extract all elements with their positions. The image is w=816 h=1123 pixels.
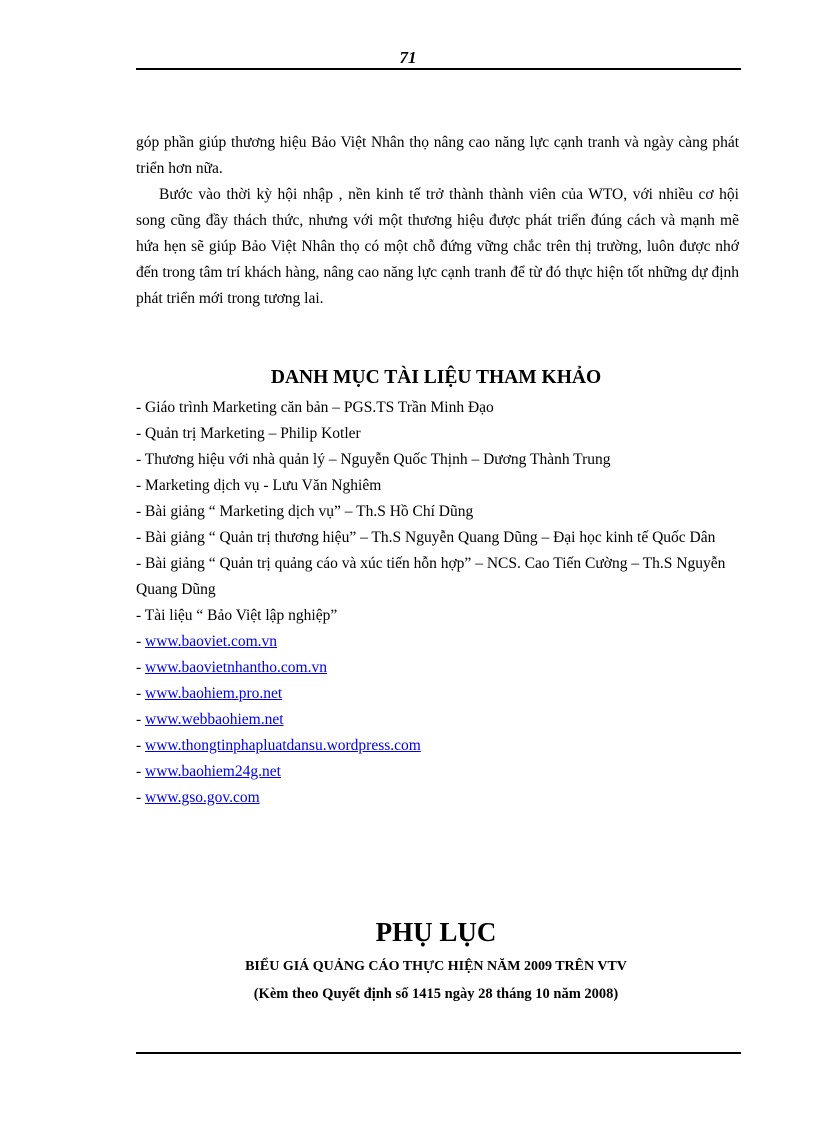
reference-link-item <box>136 785 739 811</box>
reference-item: - Bài giảng “ Quản trị quảng cáo và xúc tiến hỗn hợp” – NCS. Cao Tiến Cường – Th.S Nguyễn Quang Dũng <box>136 555 726 598</box>
reference-item: - Quản trị Marketing – Philip Kotler <box>136 425 361 442</box>
link-prefix: - <box>136 685 146 702</box>
reference-link-item <box>136 759 739 785</box>
reference-item: - Giáo trình Marketing căn bản – PGS.TS Trần Minh Đạo <box>136 399 494 416</box>
reference-link[interactable]: www.baovietnhantho.com.vn <box>145 659 327 676</box>
link-prefix: - <box>136 633 146 650</box>
link-prefix: - <box>136 763 146 780</box>
appendix-subtitle: BIỂU GIÁ QUẢNG CÁO THỰC HIỆN NĂM 2009 TRÊN VTV <box>245 959 627 974</box>
reference-item: - Tài liệu “ Bảo Việt lập nghiệp” <box>136 607 338 624</box>
reference-link[interactable]: www.thongtinphapluatdansu.wordpress.com <box>145 737 421 754</box>
page-number: 71 <box>399 48 417 67</box>
reference-link-item <box>136 733 739 759</box>
reference-item: - Thương hiệu với nhà quản lý – Nguyễn Quốc Thịnh – Dương Thành Trung <box>136 451 611 468</box>
appendix-title: PHỤ LỤC <box>375 917 497 947</box>
paragraph: Bước vào thời kỳ hội nhập , nền kinh tế trở thành thành viên của WTO, với nhiều cơ hội song cũng đầy thách thức, nhưng với một thương hiệu được phát triển đúng cách và mạnh mẽ hứa hẹn sẽ giúp Bảo Việt Nhân thọ có một chỗ đứng vững chắc trên thị trường, luôn được nhớ đến trong tâm trí khách hàng, nâng cao năng lực cạnh tranh để từ đó thực hiện tốt những dự định phát triển mới trong tương lai. <box>136 186 739 307</box>
reference-link[interactable]: www.baoviet.com.vn <box>145 633 278 650</box>
footer-rule <box>136 1052 741 1054</box>
reference-item: - Marketing dịch vụ - Lưu Văn Nghiêm <box>136 477 382 494</box>
reference-link[interactable]: www.gso.gov.com <box>145 789 260 806</box>
reference-link-item <box>136 681 739 707</box>
body-text <box>136 130 739 312</box>
link-prefix: - <box>136 737 146 754</box>
paragraph: góp phần giúp thương hiệu Bảo Việt Nhân thọ nâng cao năng lực cạnh tranh và ngày càng phát triển hơn nữa. <box>136 134 739 177</box>
link-prefix: - <box>136 711 146 728</box>
link-prefix: - <box>136 789 146 806</box>
appendix-note: (Kèm theo Quyết định số 1415 ngày 28 tháng 10 năm 2008) <box>253 986 619 1002</box>
header-rule <box>136 68 741 70</box>
reference-link[interactable]: www.webbaohiem.net <box>145 711 284 728</box>
reference-item: - Bài giảng “ Quản trị thương hiệu” – Th.S Nguyễn Quang Dũng – Đại học kinh tế Quốc Dân <box>136 529 716 546</box>
reference-link[interactable]: www.baohiem24g.net <box>145 763 281 780</box>
link-prefix: - <box>136 659 146 676</box>
reference-link-item <box>136 655 739 681</box>
reference-link-item <box>136 629 739 655</box>
references-list <box>136 395 739 811</box>
references-title: DANH MỤC TÀI LIỆU THAM KHẢO <box>270 367 602 388</box>
reference-link-item <box>136 707 739 733</box>
reference-item: - Bài giảng “ Marketing dịch vụ” – Th.S Hồ Chí Dũng <box>136 503 474 520</box>
reference-link[interactable]: www.baohiem.pro.net <box>145 685 283 702</box>
